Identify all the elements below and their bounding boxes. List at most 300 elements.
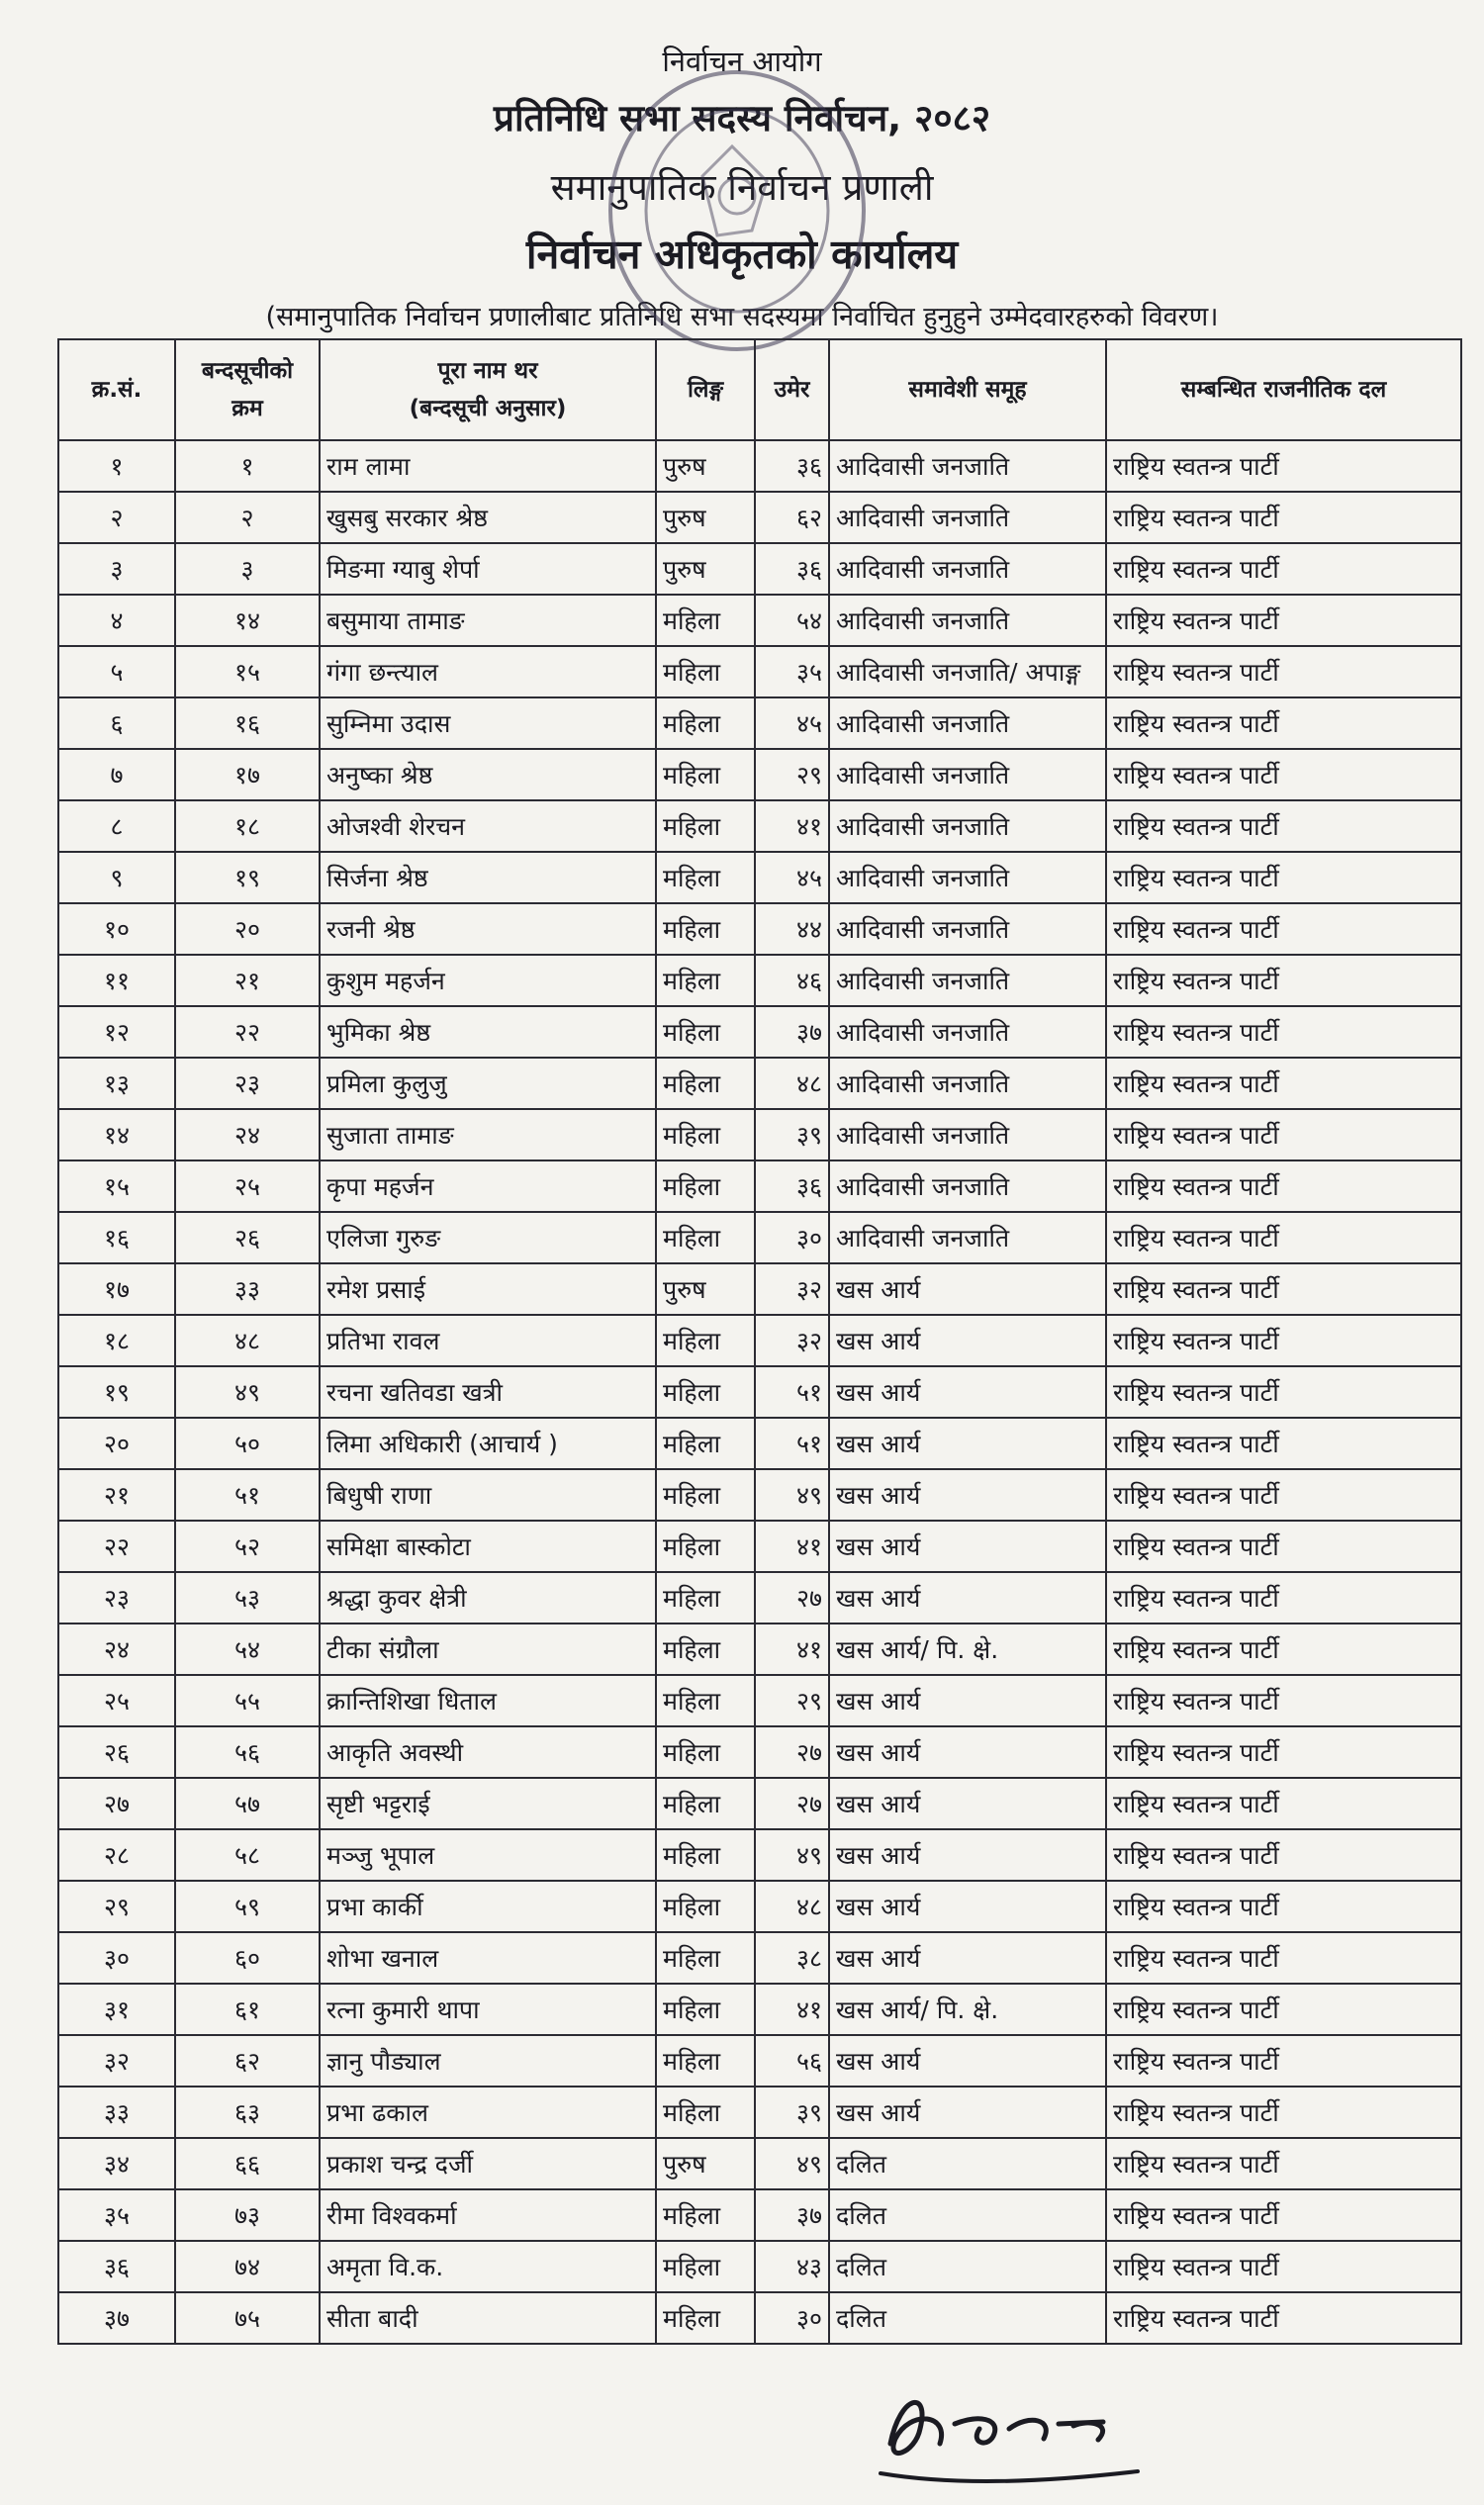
cell-list-order: ५७ xyxy=(175,1778,320,1829)
cell-gender: पुरुष xyxy=(656,492,755,543)
cell-age: ५४ xyxy=(755,595,829,646)
cell-party: राष्ट्रिय स्वतन्त्र पार्टी xyxy=(1106,2189,1461,2241)
table-row xyxy=(58,1212,1461,1263)
cell-party: राष्ट्रिय स्वतन्त्र पार्टी xyxy=(1106,1006,1461,1058)
cell-party: राष्ट्रिय स्वतन्त्र पार्टी xyxy=(1106,749,1461,800)
cell-age: ३२ xyxy=(755,1315,829,1366)
cell-group: खस आर्य xyxy=(829,1469,1106,1521)
cell-sn: ३४ xyxy=(58,2138,175,2189)
cell-group: आदिवासी जनजाति xyxy=(829,1006,1106,1058)
cell-age: ५१ xyxy=(755,1366,829,1418)
cell-gender: महिला xyxy=(656,1418,755,1469)
cell-name: प्रभा कार्की xyxy=(320,1881,656,1932)
cell-group: खस आर्य xyxy=(829,1572,1106,1624)
cell-name: टीका संग्रौला xyxy=(320,1624,656,1675)
cell-sn: १४ xyxy=(58,1109,175,1160)
cell-group: आदिवासी जनजाति xyxy=(829,955,1106,1006)
table-row xyxy=(58,1263,1461,1315)
cell-gender: महिला xyxy=(656,2189,755,2241)
cell-group: आदिवासी जनजाति xyxy=(829,1058,1106,1109)
cell-gender: महिला xyxy=(656,697,755,749)
cell-list-order: ३३ xyxy=(175,1263,320,1315)
handwritten-signature xyxy=(861,2374,1158,2493)
col-header-sn: क्र.सं. xyxy=(58,339,175,440)
cell-list-order: २५ xyxy=(175,1160,320,1212)
cell-age: ४९ xyxy=(755,1829,829,1881)
cell-party: राष्ट्रिय स्वतन्त्र पार्टी xyxy=(1106,955,1461,1006)
cell-party: राष्ट्रिय स्वतन्त्र पार्टी xyxy=(1106,1315,1461,1366)
cell-gender: महिला xyxy=(656,2035,755,2087)
col-header-list-order xyxy=(175,339,320,440)
table-row xyxy=(58,1572,1461,1624)
table-row xyxy=(58,1418,1461,1469)
cell-group: दलित xyxy=(829,2189,1106,2241)
cell-age: ३७ xyxy=(755,2189,829,2241)
table-row xyxy=(58,2292,1461,2344)
table-row xyxy=(58,440,1461,492)
cell-name: एलिजा गुरुङ xyxy=(320,1212,656,1263)
cell-age: ५६ xyxy=(755,2035,829,2087)
cell-party: राष्ट्रिय स्वतन्त्र पार्टी xyxy=(1106,1624,1461,1675)
cell-list-order: ७४ xyxy=(175,2241,320,2292)
cell-list-order: २३ xyxy=(175,1058,320,1109)
cell-sn: २७ xyxy=(58,1778,175,1829)
cell-party: राष्ट्रिय स्वतन्त्र पार्टी xyxy=(1106,2241,1461,2292)
cell-name: मिङमा ग्याबु शेर्पा xyxy=(320,543,656,595)
cell-group: आदिवासी जनजाति xyxy=(829,1212,1106,1263)
cell-party: राष्ट्रिय स्वतन्त्र पार्टी xyxy=(1106,1829,1461,1881)
cell-party: राष्ट्रिय स्वतन्त्र पार्टी xyxy=(1106,492,1461,543)
cell-age: ३६ xyxy=(755,440,829,492)
cell-name: सुम्निमा उदास xyxy=(320,697,656,749)
cell-list-order: ६० xyxy=(175,1932,320,1984)
table-body xyxy=(58,440,1461,2344)
cell-sn: १५ xyxy=(58,1160,175,1212)
cell-sn: ३१ xyxy=(58,1984,175,2035)
cell-sn: २३ xyxy=(58,1572,175,1624)
cell-party: राष्ट्रिय स्वतन्त्र पार्टी xyxy=(1106,1932,1461,1984)
cell-party: राष्ट्रिय स्वतन्त्र पार्टी xyxy=(1106,646,1461,697)
cell-sn: १६ xyxy=(58,1212,175,1263)
table-row xyxy=(58,903,1461,955)
cell-list-order: ५२ xyxy=(175,1521,320,1572)
cell-age: ४३ xyxy=(755,2241,829,2292)
cell-age: ३० xyxy=(755,2292,829,2344)
cell-party: राष्ट्रिय स्वतन्त्र पार्टी xyxy=(1106,1778,1461,1829)
cell-list-order: ६६ xyxy=(175,2138,320,2189)
cell-party: राष्ट्रिय स्वतन्त्र पार्टी xyxy=(1106,1058,1461,1109)
cell-age: २९ xyxy=(755,1675,829,1726)
cell-party: राष्ट्रिय स्वतन्त्र पार्टी xyxy=(1106,1726,1461,1778)
cell-list-order: ५१ xyxy=(175,1469,320,1521)
table-row xyxy=(58,2241,1461,2292)
cell-sn: २५ xyxy=(58,1675,175,1726)
cell-group: आदिवासी जनजाति xyxy=(829,903,1106,955)
cell-party: राष्ट्रिय स्वतन्त्र पार्टी xyxy=(1106,697,1461,749)
cell-list-order: २० xyxy=(175,903,320,955)
cell-party: राष्ट्रिय स्वतन्त्र पार्टी xyxy=(1106,2035,1461,2087)
cell-gender: महिला xyxy=(656,1521,755,1572)
cell-name: कुशुम महर्जन xyxy=(320,955,656,1006)
system-title: समानुपातिक निर्वाचन प्रणाली xyxy=(550,166,934,209)
table-row xyxy=(58,1006,1461,1058)
cell-group: आदिवासी जनजाति xyxy=(829,697,1106,749)
cell-sn: १७ xyxy=(58,1263,175,1315)
cell-age: ३७ xyxy=(755,1006,829,1058)
col-header-name-line1: पूरा नाम थर xyxy=(437,358,538,384)
cell-group: खस आर्य xyxy=(829,1932,1106,1984)
cell-list-order: ५६ xyxy=(175,1726,320,1778)
cell-group: खस आर्य xyxy=(829,1366,1106,1418)
cell-sn: १० xyxy=(58,903,175,955)
cell-list-order: २ xyxy=(175,492,320,543)
cell-age: ४१ xyxy=(755,1624,829,1675)
cell-name: रीमा विश्वकर्मा xyxy=(320,2189,656,2241)
cell-name: अनुष्का श्रेष्ठ xyxy=(320,749,656,800)
cell-sn: ७ xyxy=(58,749,175,800)
cell-list-order: १७ xyxy=(175,749,320,800)
table-row xyxy=(58,646,1461,697)
table-row xyxy=(58,2138,1461,2189)
cell-party: राष्ट्रिय स्वतन्त्र पार्टी xyxy=(1106,440,1461,492)
cell-name: समिक्षा बास्कोटा xyxy=(320,1521,656,1572)
col-header-name xyxy=(320,339,656,440)
cell-name: सृष्टी भट्टराई xyxy=(320,1778,656,1829)
cell-gender: महिला xyxy=(656,1932,755,1984)
table-row xyxy=(58,852,1461,903)
cell-name: आकृति अवस्थी xyxy=(320,1726,656,1778)
cell-list-order: ७३ xyxy=(175,2189,320,2241)
cell-group: खस आर्य/ पि. क्षे. xyxy=(829,1624,1106,1675)
cell-sn: ३३ xyxy=(58,2087,175,2138)
cell-sn: ९ xyxy=(58,852,175,903)
cell-list-order: ५८ xyxy=(175,1829,320,1881)
cell-name: रत्ना कुमारी थापा xyxy=(320,1984,656,2035)
cell-gender: महिला xyxy=(656,646,755,697)
cell-sn: १३ xyxy=(58,1058,175,1109)
table-row xyxy=(58,1058,1461,1109)
cell-group: खस आर्य xyxy=(829,2087,1106,2138)
table-row xyxy=(58,1469,1461,1521)
cell-party: राष्ट्रिय स्वतन्त्र पार्टी xyxy=(1106,1366,1461,1418)
table-row xyxy=(58,492,1461,543)
cell-age: ४१ xyxy=(755,1521,829,1572)
cell-age: ३० xyxy=(755,1212,829,1263)
cell-name: रजनी श्रेष्ठ xyxy=(320,903,656,955)
cell-age: ३६ xyxy=(755,1160,829,1212)
cell-group: दलित xyxy=(829,2292,1106,2344)
elected-candidates-table xyxy=(57,338,1462,2345)
cell-name: प्रभा ढकाल xyxy=(320,2087,656,2138)
cell-gender: महिला xyxy=(656,749,755,800)
cell-name: भुमिका श्रेष्ठ xyxy=(320,1006,656,1058)
cell-group: दलित xyxy=(829,2138,1106,2189)
table-row xyxy=(58,595,1461,646)
cell-sn: ५ xyxy=(58,646,175,697)
cell-group: खस आर्य xyxy=(829,1315,1106,1366)
cell-gender: महिला xyxy=(656,1058,755,1109)
cell-list-order: २४ xyxy=(175,1109,320,1160)
cell-sn: २९ xyxy=(58,1881,175,1932)
cell-name: सुजाता तामाङ xyxy=(320,1109,656,1160)
cell-list-order: ४९ xyxy=(175,1366,320,1418)
cell-gender: महिला xyxy=(656,595,755,646)
cell-age: ४९ xyxy=(755,1469,829,1521)
col-header-list-order-line1: बन्दसूचीको xyxy=(201,358,294,384)
cell-sn: १९ xyxy=(58,1366,175,1418)
cell-list-order: ५३ xyxy=(175,1572,320,1624)
cell-sn: ३ xyxy=(58,543,175,595)
cell-group: खस आर्य xyxy=(829,1263,1106,1315)
cell-age: ३६ xyxy=(755,543,829,595)
table-row xyxy=(58,1675,1461,1726)
cell-age: २७ xyxy=(755,1572,829,1624)
table-row xyxy=(58,1521,1461,1572)
cell-party: राष्ट्रिय स्वतन्त्र पार्टी xyxy=(1106,1212,1461,1263)
cell-party: राष्ट्रिय स्वतन्त्र पार्टी xyxy=(1106,1675,1461,1726)
cell-name: प्रतिभा रावल xyxy=(320,1315,656,1366)
table-row xyxy=(58,1984,1461,2035)
table-row xyxy=(58,2087,1461,2138)
cell-gender: महिला xyxy=(656,2241,755,2292)
cell-age: ४८ xyxy=(755,1881,829,1932)
cell-age: ४९ xyxy=(755,2138,829,2189)
cell-gender: महिला xyxy=(656,1160,755,1212)
cell-group: आदिवासी जनजाति xyxy=(829,852,1106,903)
cell-group: खस आर्य xyxy=(829,1675,1106,1726)
cell-list-order: १४ xyxy=(175,595,320,646)
cell-age: ४५ xyxy=(755,852,829,903)
cell-gender: पुरुष xyxy=(656,2138,755,2189)
cell-list-order: १६ xyxy=(175,697,320,749)
cell-name: सीता बादी xyxy=(320,2292,656,2344)
cell-gender: महिला xyxy=(656,2292,755,2344)
table-row xyxy=(58,1109,1461,1160)
cell-group: आदिवासी जनजाति xyxy=(829,1109,1106,1160)
cell-name: मञ्जु भूपाल xyxy=(320,1829,656,1881)
cell-group: आदिवासी जनजाति/ अपाङ्ग xyxy=(829,646,1106,697)
cell-gender: पुरुष xyxy=(656,543,755,595)
table-row xyxy=(58,1624,1461,1675)
cell-sn: २८ xyxy=(58,1829,175,1881)
cell-group: खस आर्य xyxy=(829,1778,1106,1829)
cell-gender: महिला xyxy=(656,955,755,1006)
cell-name: प्रकाश चन्द्र दर्जी xyxy=(320,2138,656,2189)
cell-gender: महिला xyxy=(656,1315,755,1366)
cell-gender: महिला xyxy=(656,1006,755,1058)
cell-list-order: ७५ xyxy=(175,2292,320,2344)
cell-name: श्रद्धा कुवर क्षेत्री xyxy=(320,1572,656,1624)
cell-gender: महिला xyxy=(656,1726,755,1778)
table-row xyxy=(58,2035,1461,2087)
cell-list-order: ५९ xyxy=(175,1881,320,1932)
cell-name: राम लामा xyxy=(320,440,656,492)
cell-gender: पुरुष xyxy=(656,1263,755,1315)
cell-gender: महिला xyxy=(656,1881,755,1932)
table-row xyxy=(58,955,1461,1006)
cell-list-order: ५० xyxy=(175,1418,320,1469)
cell-gender: महिला xyxy=(656,1675,755,1726)
cell-name: खुसबु सरकार श्रेष्ठ xyxy=(320,492,656,543)
cell-party: राष्ट्रिय स्वतन्त्र पार्टी xyxy=(1106,595,1461,646)
table-row xyxy=(58,1160,1461,1212)
cell-gender: महिला xyxy=(656,1469,755,1521)
cell-party: राष्ट्रिय स्वतन्त्र पार्टी xyxy=(1106,800,1461,852)
cell-age: ६२ xyxy=(755,492,829,543)
table-row xyxy=(58,1932,1461,1984)
cell-group: खस आर्य xyxy=(829,1726,1106,1778)
cell-sn: २२ xyxy=(58,1521,175,1572)
cell-name: गंगा छन्त्याल xyxy=(320,646,656,697)
cell-name: लिमा अधिकारी (आचार्य ) xyxy=(320,1418,656,1469)
cell-age: ४१ xyxy=(755,1984,829,2035)
cell-age: २७ xyxy=(755,1726,829,1778)
cell-list-order: ६२ xyxy=(175,2035,320,2087)
table-row xyxy=(58,1315,1461,1366)
cell-party: राष्ट्रिय स्वतन्त्र पार्टी xyxy=(1106,1160,1461,1212)
cell-sn: ३६ xyxy=(58,2241,175,2292)
cell-sn: ४ xyxy=(58,595,175,646)
cell-group: खस आर्य xyxy=(829,1881,1106,1932)
cell-name: क्रान्तिशिखा धिताल xyxy=(320,1675,656,1726)
cell-gender: पुरुष xyxy=(656,440,755,492)
cell-gender: महिला xyxy=(656,1212,755,1263)
table-row xyxy=(58,1726,1461,1778)
cell-party: राष्ट्रिय स्वतन्त्र पार्टी xyxy=(1106,1984,1461,2035)
table-row xyxy=(58,1829,1461,1881)
table-row xyxy=(58,543,1461,595)
cell-age: ४४ xyxy=(755,903,829,955)
table-row xyxy=(58,2189,1461,2241)
document-subtitle: (समानुपातिक निर्वाचन प्रणालीबाट प्रतिनिधि सभा सदस्यमा निर्वाचित हुनुहुने उम्मेदवारहरुको विवरण। xyxy=(265,302,1219,332)
cell-name: बसुमाया तामाङ xyxy=(320,595,656,646)
cell-sn: ३७ xyxy=(58,2292,175,2344)
cell-gender: महिला xyxy=(656,1572,755,1624)
cell-list-order: ५४ xyxy=(175,1624,320,1675)
cell-party: राष्ट्रिय स्वतन्त्र पार्टी xyxy=(1106,543,1461,595)
col-header-name-line2: (बन्दसूची अनुसार) xyxy=(409,396,567,421)
col-header-age: उमेर xyxy=(755,339,829,440)
cell-age: ४६ xyxy=(755,955,829,1006)
cell-list-order: १८ xyxy=(175,800,320,852)
cell-age: ३९ xyxy=(755,1109,829,1160)
cell-sn: ३५ xyxy=(58,2189,175,2241)
cell-group: आदिवासी जनजाति xyxy=(829,800,1106,852)
cell-party: राष्ट्रिय स्वतन्त्र पार्टी xyxy=(1106,1521,1461,1572)
cell-sn: १२ xyxy=(58,1006,175,1058)
cell-name: शोभा खनाल xyxy=(320,1932,656,1984)
cell-party: राष्ट्रिय स्वतन्त्र पार्टी xyxy=(1106,2292,1461,2344)
cell-sn: १८ xyxy=(58,1315,175,1366)
cell-group: आदिवासी जनजाति xyxy=(829,440,1106,492)
cell-name: सिर्जना श्रेष्ठ xyxy=(320,852,656,903)
col-header-party: सम्बन्धित राजनीतिक दल xyxy=(1106,339,1461,440)
cell-party: राष्ट्रिय स्वतन्त्र पार्टी xyxy=(1106,903,1461,955)
cell-group: आदिवासी जनजाति xyxy=(829,595,1106,646)
cell-name: बिधुषी राणा xyxy=(320,1469,656,1521)
cell-group: आदिवासी जनजाति xyxy=(829,749,1106,800)
cell-name: ज्ञानु पौड्याल xyxy=(320,2035,656,2087)
cell-gender: महिला xyxy=(656,852,755,903)
cell-group: आदिवासी जनजाति xyxy=(829,492,1106,543)
cell-list-order: १९ xyxy=(175,852,320,903)
cell-gender: महिला xyxy=(656,1829,755,1881)
cell-list-order: २२ xyxy=(175,1006,320,1058)
col-header-list-order-line2: क्रम xyxy=(232,396,263,421)
col-header-gender: लिङ्ग xyxy=(656,339,755,440)
cell-party: राष्ट्रिय स्वतन्त्र पार्टी xyxy=(1106,2087,1461,2138)
cell-age: ३८ xyxy=(755,1932,829,1984)
cell-list-order: ६३ xyxy=(175,2087,320,2138)
cell-gender: महिला xyxy=(656,903,755,955)
cell-list-order: १ xyxy=(175,440,320,492)
cell-age: ५१ xyxy=(755,1418,829,1469)
cell-party: राष्ट्रिय स्वतन्त्र पार्टी xyxy=(1106,2138,1461,2189)
cell-party: राष्ट्रिय स्वतन्त्र पार्टी xyxy=(1106,852,1461,903)
cell-group: खस आर्य xyxy=(829,2035,1106,2087)
cell-group: खस आर्य/ पि. क्षे. xyxy=(829,1984,1106,2035)
cell-sn: २१ xyxy=(58,1469,175,1521)
table-header-row xyxy=(58,339,1461,440)
cell-party: राष्ट्रिय स्वतन्त्र पार्टी xyxy=(1106,1109,1461,1160)
cell-party: राष्ट्रिय स्वतन्त्र पार्टी xyxy=(1106,1263,1461,1315)
table-row xyxy=(58,800,1461,852)
cell-sn: ११ xyxy=(58,955,175,1006)
table-row xyxy=(58,697,1461,749)
office-title: निर्वाचन अधिकृतको कार्यालय xyxy=(525,231,959,278)
cell-age: ३५ xyxy=(755,646,829,697)
cell-sn: ३२ xyxy=(58,2035,175,2087)
cell-party: राष्ट्रिय स्वतन्त्र पार्टी xyxy=(1106,1469,1461,1521)
cell-group: आदिवासी जनजाति xyxy=(829,1160,1106,1212)
cell-age: ४८ xyxy=(755,1058,829,1109)
cell-age: ४५ xyxy=(755,697,829,749)
cell-name: अमृता वि.क. xyxy=(320,2241,656,2292)
cell-list-order: २६ xyxy=(175,1212,320,1263)
cell-list-order: २१ xyxy=(175,955,320,1006)
table-row xyxy=(58,1366,1461,1418)
cell-gender: महिला xyxy=(656,1778,755,1829)
cell-name: रमेश प्रसाई xyxy=(320,1263,656,1315)
cell-list-order: १५ xyxy=(175,646,320,697)
cell-party: राष्ट्रिय स्वतन्त्र पार्टी xyxy=(1106,1881,1461,1932)
document-header xyxy=(0,0,1484,346)
election-title: प्रतिनिधि सभा सदस्य निर्वाचन, २०८२ xyxy=(493,97,991,139)
cell-list-order: ५५ xyxy=(175,1675,320,1726)
cell-sn: ६ xyxy=(58,697,175,749)
cell-name: रचना खतिवडा खत्री xyxy=(320,1366,656,1418)
cell-gender: महिला xyxy=(656,1366,755,1418)
cell-name: ओजश्वी शेरचन xyxy=(320,800,656,852)
cell-gender: महिला xyxy=(656,2087,755,2138)
cell-name: प्रमिला कुलुजु xyxy=(320,1058,656,1109)
cell-age: २७ xyxy=(755,1778,829,1829)
cell-sn: १ xyxy=(58,440,175,492)
cell-group: खस आर्य xyxy=(829,1521,1106,1572)
cell-group: खस आर्य xyxy=(829,1829,1106,1881)
cell-sn: ३० xyxy=(58,1932,175,1984)
cell-age: ३२ xyxy=(755,1263,829,1315)
cell-sn: २६ xyxy=(58,1726,175,1778)
cell-sn: २४ xyxy=(58,1624,175,1675)
cell-group: दलित xyxy=(829,2241,1106,2292)
cell-list-order: ४८ xyxy=(175,1315,320,1366)
cell-party: राष्ट्रिय स्वतन्त्र पार्टी xyxy=(1106,1572,1461,1624)
cell-gender: महिला xyxy=(656,1984,755,2035)
cell-group: आदिवासी जनजाति xyxy=(829,543,1106,595)
cell-age: २९ xyxy=(755,749,829,800)
cell-sn: २० xyxy=(58,1418,175,1469)
